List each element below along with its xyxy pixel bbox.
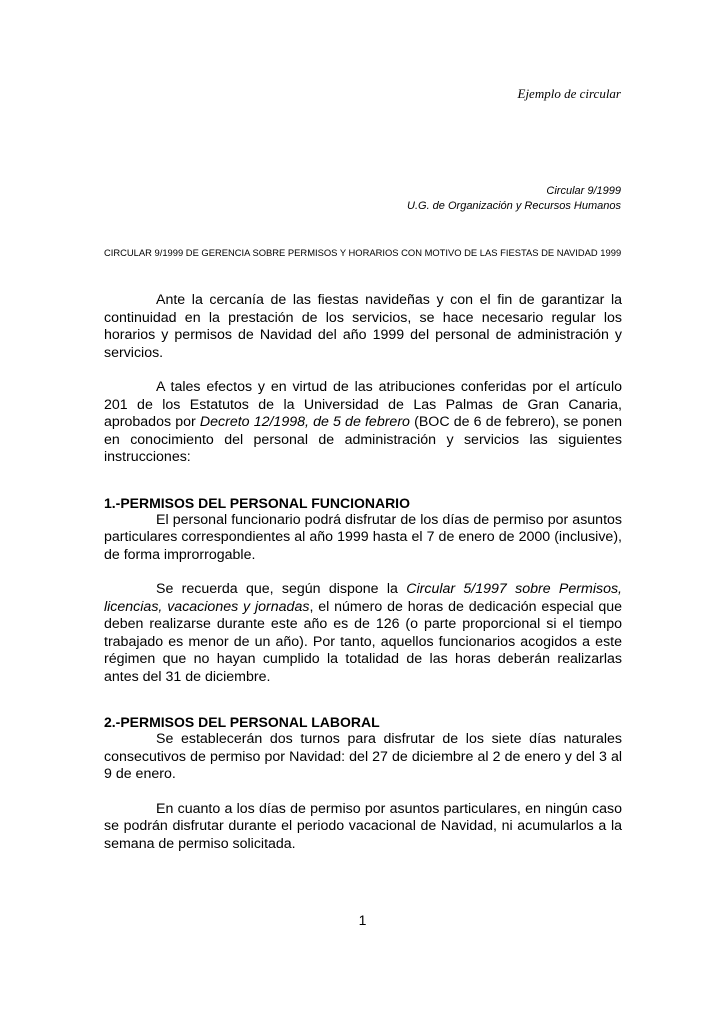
section-1-paragraph-1: El personal funcionario podrá disfrutar de los días de permiso por asuntos particulares correspondientes al año 1999 hasta el 7 de enero de 2000 (inclusive), de forma improrrogable. xyxy=(104,511,622,563)
section-1-title: 1.-PERMISOS DEL PERSONAL FUNCIONARIO xyxy=(104,494,410,511)
s1-p2-text-a: Se recuerda que, según dispone la xyxy=(156,581,407,597)
subject-line: CIRCULAR 9/1999 DE GERENCIA SOBRE PERMISOS Y HORARIOS CON MOTIVO DE LAS FIESTAS DE NAVIDAD 1999 xyxy=(104,247,622,258)
section-2-paragraph-1: Se establecerán dos turnos para disfrutar de los siete días naturales consecutivos de permiso por Navidad: del 27 de diciembre al 2 de enero y del 3 al 9 de enero. xyxy=(104,731,622,782)
intro-paragraph-2 xyxy=(104,379,622,467)
header-label: Ejemplo de circular xyxy=(517,86,621,101)
s1-p2-text-b: , el número de horas de dedicación especial que deben realizarse durante este año es de 126 (o parte proporcional si el tiempo trabajado es menor de un año). Por tanto, aquellos funcionarios acogidos a este régimen que no hayan cumplido la totalidad de las horas deberán realizarlas antes del 31 de diciembre. xyxy=(104,598,623,685)
section-2-title: 2.-PERMISOS DEL PERSONAL LABORAL xyxy=(104,714,380,730)
intro-paragraph-1: Ante la cercanía de las fiestas navideñas y con el fin de garantizar la continuidad en la prestación de los servicios, se hace necesario regular los horarios y permisos de Navidad del año 1999 del personal de administración y servicios. xyxy=(104,292,622,361)
circular-reference-italic: Circular 5/1997 sobre Permisos, licencias, vacaciones y jornadas xyxy=(104,581,622,615)
intro-p2-text-b: (BOC de 6 de febrero), se ponen en conocimiento del personal de administración y servicios las siguientes instrucciones: xyxy=(104,414,622,465)
page-number: 1 xyxy=(358,912,367,928)
section-1-paragraph-2 xyxy=(104,581,622,686)
document-body xyxy=(104,292,622,870)
decree-reference: Decreto 12/1998, de 5 de febrero xyxy=(199,414,410,430)
circular-unit: U.G. de Organización y Recursos Humanos xyxy=(407,200,621,212)
section-2-paragraph-2: En cuanto a los días de permiso por asuntos particulares, en ningún caso se podrán disfrutar durante el periodo vacacional de Navidad, ni acumularlos a la semana de permiso solicitada. xyxy=(104,800,622,852)
circular-reference xyxy=(407,184,621,214)
circular-number: Circular 9/1999 xyxy=(546,185,621,197)
intro-p2-text-a: A tales efectos y en virtud de las atribuciones conferidas por el artículo 201 de los Estatutos de la Universidad de Las Palmas de Gran Canaria, aprobados por xyxy=(104,379,622,430)
